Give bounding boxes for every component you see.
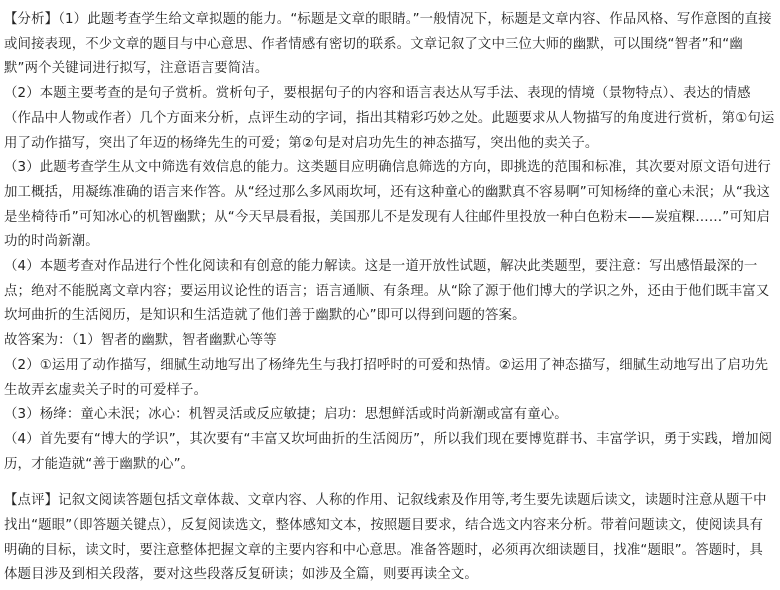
comment-paragraph: 【点评】记叙文阅读答题包括文章体裁、文章内容、人称的作用、记叙线索及作用等,考生要先读题后读文，读题时注意从题干中找出“题眼”（即答题关键点），反复阅读选文，整体感知文本，按照题目要求，结合选文内容来分析。带着问题读文，使阅读具有明确的目标，读文时，要注意整体把握文章的主要内容和中心意思。准备答题时，必须再次细读题目，找准“题眼”。答题时，具体题目涉及到相关段落，要对这些段落反复研读；如涉及全篇，则要再读全文。 bbox=[4, 493, 767, 583]
analysis-paragraph-3: （3）此题考查学生从文中筛选有效信息的能力。这类题目应明确信息筛选的方向，即挑选的范围和标准，其次要对原文语句进行加工概括，用凝练准确的语言来作答。从“经过那么多风雨坎坷，还有这种童心的幽默真不容易啊”可知杨绛的童心未泯；从“我这是坐椅待币”可知冰心的机智幽默；从“今天早晨看报，美国那儿不是发现有人往邮件里投放一种白色粉末——炭疽粿……”可知启功的时尚新潮。 bbox=[4, 160, 771, 250]
section-spacer bbox=[4, 477, 776, 489]
comment-section bbox=[4, 489, 776, 588]
analysis-paragraph-4: （4）本题考查对作品进行个性化阅读和有创意的能力解读。这是一道开放性试题，解决此类题型，要注意：写出感悟最深的一点；绝对不能脱离文章内容；要运用议论性的语言；语言通顺、有条理。从“除了源于他们博大的学识之外，还由于他们既丰富又坎坷曲折的生活阅历，是知识和生活造就了他们善于幽默的心”即可以得到问题的答案。 bbox=[4, 259, 770, 324]
analysis-paragraph-2: （2）本题主要考查的是句子赏析。赏析句子，要根据句子的内容和语言表达从写手法、表现的情境（景物特点）、表达的情感（作品中人物或作者）几个方面来分析，点评生动的字词，指出其精彩巧妙之处。此题要求从人物描写的角度进行赏析，第①句运用了动作描写，突出了年迈的杨绛先生的可爱；第②句是对启功先生的神态描写，突出他的卖关子。 bbox=[4, 86, 775, 151]
analysis-paragraph-1: 【分析】（1）此题考查学生给文章拟题的能力。“标题是文章的眼睛。”一般情况下，标题是文章内容、作品风格、写作意图的直接或间接表现，不少文章的题目与中心意思、作者情感有密切的联系。文章记叙了文中三位大师的幽默，可以围绕“智者”和“幽默”两个关键词进行拟写，注意语言要简洁。 bbox=[4, 12, 772, 77]
analysis-section bbox=[4, 8, 776, 329]
answer-paragraph-1: 故答案为：（1）智者的幽默，智者幽默心等等 bbox=[4, 333, 277, 349]
answer-paragraph-4: （4）首先要有“博大的学识”，其次要有“丰富又坎坷曲折的生活阅历”，所以我们现在要博览群书、丰富学识，勇于实践，增加阅历，才能造就“善于幽默的心”。 bbox=[4, 431, 773, 472]
answer-section bbox=[4, 329, 776, 477]
answer-paragraph-3: （3）杨绛：童心未泯；冰心：机智灵活或反应敏捷；启功：思想鲜活或时尚新潮或富有童心。 bbox=[4, 407, 568, 423]
answer-paragraph-2: （2）①运用了动作描写，细腻生动地写出了杨绛先生与我打招呼时的可爱和热情。②运用了神态描写，细腻生动地写出了启功先生故弄玄虚卖关子时的可爱样子。 bbox=[4, 357, 769, 398]
